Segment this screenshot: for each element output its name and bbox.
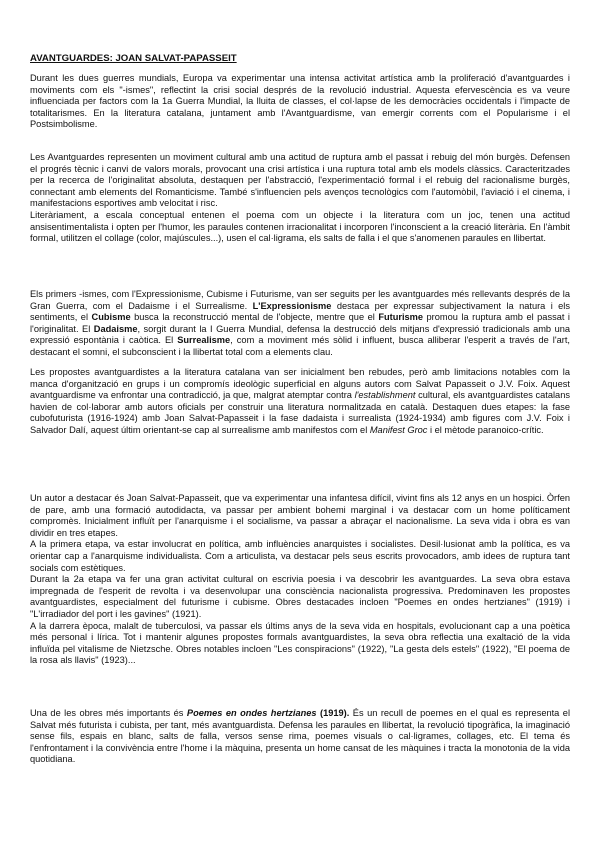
paragraph-context bbox=[30, 73, 570, 131]
term-expressionisme: L'Expressionisme bbox=[252, 300, 332, 311]
paragraph-text: A la darrera època, malalt de tuberculosi, va passar els últims anys de la seva vida en hospitals, evolucionant cap a una poètica més personal i lírica. Tot i mantenir algunes propostes formals avantguardistes, la seva obra reflectia una exaltació de la vida influïda pel vitalisme de Nietzsche. Obres notables incloen "Les conspiracions" (1922), "La gesta dels estels" (1922), "El poema de la rosa als llavis" (1923)... bbox=[30, 620, 570, 666]
paragraph-text: Les propostes avantguardistes a la literatura catalana van ser inicialment ben rebudes, però amb limitacions notables com la manca d'organització en grups i un compromís ideològic superficial en alguns autors com Salvat Papasseit o J.V. Foix. Aquest avantguardisme va enfrontar una contradicció, ja que, malgrat atemptar contra bbox=[30, 367, 570, 401]
paragraph-text: cultural, els avantguardistes catalans havien de col·laborar amb autors oficials per construir una literatura normalitzada en català. Destaquen dues etapes: la fase cubofuturista (1916-1924) amb Joan Salvat-Papasseit i la fase dadaista i surrealista (1924-1934) amb figures com J.V. Foix i Salvador Dalí, aquest últim orientant-se cap al surrealisme amb manifestos com el bbox=[30, 390, 570, 435]
paragraph-text: , com a moviment més sòlid i influent, busca alliberar l'esperit a través de l'art, destacant el somni, el subconscient i la llibertat total com a elements clau. bbox=[30, 335, 570, 357]
document-title: AVANTGUARDES: JOAN SALVAT-PAPASSEIT bbox=[30, 53, 237, 64]
paragraph-text: Un autor a destacar és Joan Salvat-Papasseit, que va experimentar una infantesa difícil, vivint fins als 12 anys en un hospici. Òrfen de pare, amb una formació autodidacta, va passar per ambient bohemi marginal i va destacar com un home políticament compromès. Inicialment influït per l'anarquisme i el socialisme, va passar a abraçar el nacionalisme. La seva vida i obra es van dividir en tres etapes. bbox=[30, 493, 570, 538]
paragraph-text: Els primers -ismes, com l'Expressionisme, Cubisme i Futurisme, van ser seguits per les avantguardes més rellevants després de la Gran Guerra, com el Dadaisme i el Surrealisme. bbox=[30, 289, 570, 311]
term-surrealisme: Surrealisme bbox=[177, 335, 231, 346]
paragraph-avantguardes bbox=[30, 152, 570, 245]
paragraph-text: destaca per expressar subjectivament la natura i els sentiments, el bbox=[30, 300, 570, 323]
paragraph-text: Durant les dues guerres mundials, Europa va experimentar una intensa activitat artística amb la proliferació d'avantguardes i moviments com els "-ismes", reflectint la crisi social després de la revolució industrial. Aquesta efervescència es va veure influenciada per factors com la 1a Guerra Mundial, la lluita de classes, el col·lapse de les democràcies occidentals i l'impacte de totalitarismes. En la literatura catalana, juntament amb l'Avantguardisme, van emergir corrents com el Popularisme i el Postsimbolisme. bbox=[30, 73, 570, 130]
term-dadaisme: Dadaisme bbox=[93, 323, 138, 334]
term-futurisme: Futurisme bbox=[378, 312, 424, 323]
paragraph-text: busca la reconstrucció mental de l'objecte, mentre que el bbox=[130, 312, 379, 323]
paragraph-text: Una de les obres més importants és bbox=[30, 708, 187, 718]
paragraph-text: A la primera etapa, va estar involucrat en política, amb influències anarquistes i socialistes. Desil·lusionat amb la política, es va orientar cap a l'anarquisme individualista. Com a articulista, va destacar pels seus escrits provocadors, amb idees de ruptura tant socials com estètiques. bbox=[30, 539, 570, 573]
paragraph-text: Literàriament, a escala conceptual entenen el poema com un objecte i la literatura com un joc, tenen una actitud ansisentimentalista i opten per l'humor, les paraules contenen irracionalitat i incorporen l'inconscient a la creació literària. En l'àmbit formal, utilitzen el collage (color, majúscules...), usen el cal·ligrama, els salts de falla i el que s'anomenen paraules en llibertat. bbox=[30, 209, 570, 244]
title-poemes-en-ondes-hertzianes: Poemes en ondes hertzianes bbox=[186, 708, 317, 718]
term-establishment: l'establishment bbox=[354, 390, 416, 401]
paragraph-text: , sorgit durant la I Guerra Mundial, defensa la destrucció dels mitjans d'expressió tradicionals amb una expressió espontània i caòtica. El bbox=[30, 323, 570, 346]
year-bold: (1919). bbox=[316, 708, 350, 718]
paragraph-text: promou la ruptura amb el passat i l'originalitat. El bbox=[30, 312, 570, 334]
paragraph-text: Durant la 2a etapa va fer una gran activitat cultural on escrivia poesia i va descobrir les avantguardes. La seva obra estava impregnada de l'esperit de revolta i va desenvolupar una consciència nacionalista progressiva. Predominaven les propostes avantguardistes, especialment del futurisme i cubisme. Obres destacades incloen "Poemes en ondes hertzianes" (1919) i "L'irradiador del port i les gavines" (1921). bbox=[30, 574, 570, 619]
paragraph-ismes bbox=[30, 289, 570, 359]
paragraph-salvat-papasseit bbox=[30, 493, 570, 667]
paragraph-catalan-avantguardes bbox=[30, 367, 570, 437]
title-manifest-groc: Manifest Groc bbox=[369, 424, 428, 435]
paragraph-text: Les Avantguardes representen un moviment cultural amb una actitud de ruptura amb el passat i rebuig del món burgès. Defensen el progrés tècnic i canvi de valors morals, provocant una crisi artística i una ruptura total amb els models clàssics. Caracteritzades per la recerca de l'originalitat absoluta, destaquen per l'abstracció, l'experimentació formal i el rebuig del racionalisme burgès, connectant amb elements del Romanticisme. També s'influencien pels avenços tecnològics com l'automòbil, l'aviació i el cinema, i manifestacions esportives amb velocitat i risc. bbox=[30, 152, 570, 209]
paragraph-poemes-hertzianes bbox=[30, 708, 570, 766]
paragraph-text: És un recull de poemes en el qual es representa el Salvat més futurista i cubista, per tant, més avantguardista. Defensa les paraules en llibertat, la revolució tipogràfica, la imaginació sense fils, espais en blanc, salts de falla, versos sense rima, poemes visuals o cal·ligrames, collages, etc. El tema és l'enfrontament i la convivència entre l'home i la màquina, presenta un home cansat de les màquines i tracta la monotonia de la vida quotidiana. bbox=[30, 708, 570, 765]
paragraph-text: i el mètode paranoico-crític. bbox=[427, 424, 544, 435]
term-cubisme: Cubisme bbox=[91, 312, 131, 323]
